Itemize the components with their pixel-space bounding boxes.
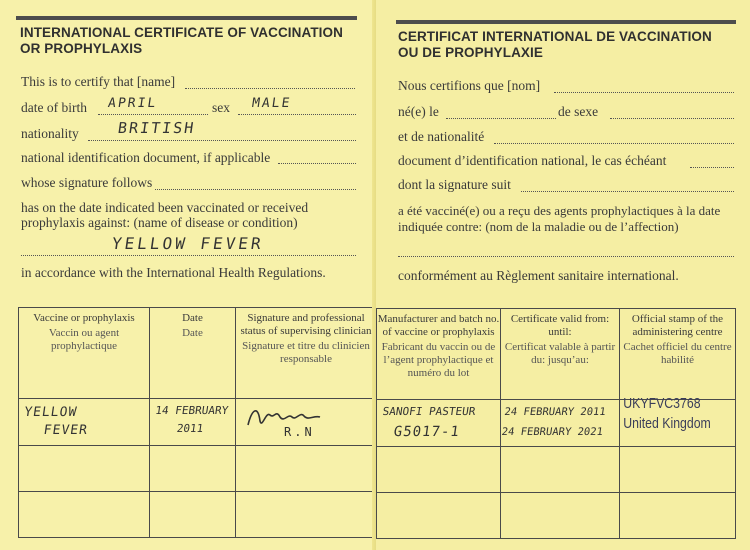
signature-field bbox=[155, 189, 356, 190]
manufacturer-value bbox=[376, 400, 503, 446]
header-manufacturer bbox=[377, 309, 501, 400]
dob-label: né(e) le bbox=[398, 104, 439, 119]
cell-date bbox=[150, 399, 236, 446]
nationality-field bbox=[494, 143, 734, 144]
header-signature bbox=[236, 308, 377, 399]
valid-until-value: 24 FEBRUARY 2021 bbox=[500, 426, 604, 438]
dob-label: date of birth bbox=[21, 100, 87, 115]
nationality-value: BRITISH bbox=[116, 119, 197, 137]
title-line-1: INTERNATIONAL CERTIFICATE OF VACCINATION bbox=[20, 25, 343, 40]
vaccine-value-line-1: YELLOW bbox=[23, 405, 79, 420]
header-stamp bbox=[620, 309, 736, 400]
date-value-line-2: 2011 bbox=[175, 422, 205, 435]
title-rule bbox=[16, 16, 357, 20]
nationality-label: et de nationalité bbox=[398, 129, 485, 144]
signature-label: dont la signature suit bbox=[398, 177, 511, 192]
stamp-code: UKYFVC3768 bbox=[623, 395, 701, 412]
vaccinated-line-1: has on the date indicated been vaccinated or received bbox=[21, 200, 309, 215]
nationality-label: nationality bbox=[21, 126, 79, 141]
signature-field bbox=[521, 191, 734, 192]
header-validity-en: Certificate valid from: until: bbox=[510, 313, 610, 338]
id-document-label: national identification document, if applicable bbox=[21, 150, 271, 165]
id-document-label: document d’identification national, le cas échéant bbox=[398, 153, 667, 168]
empty-cell bbox=[620, 447, 736, 493]
validity-value bbox=[498, 400, 622, 445]
certificate-title-fr bbox=[398, 29, 712, 61]
sex-label: de sexe bbox=[558, 104, 599, 119]
sex-field bbox=[238, 114, 356, 115]
empty-cell bbox=[150, 446, 236, 492]
vaccinated-line-2: prophylaxis against: (name of disease or condition) bbox=[21, 215, 298, 230]
vaccine-value-line-2: FEVER bbox=[42, 423, 89, 438]
header-vaccine-fr: Vaccin ou agent prophylactique bbox=[48, 327, 120, 352]
disease-value: YELLOW FEVER bbox=[110, 234, 265, 253]
right-page-french bbox=[376, 0, 750, 550]
valid-from-value: 24 FEBRUARY 2011 bbox=[503, 406, 607, 418]
empty-cell bbox=[150, 492, 236, 538]
dob-field bbox=[98, 114, 208, 115]
empty-cell bbox=[501, 493, 620, 539]
title-line-1: CERTIFICAT INTERNATIONAL DE VACCINATION bbox=[398, 29, 712, 44]
header-vaccine bbox=[19, 308, 150, 399]
disease-field bbox=[21, 255, 356, 256]
header-manufacturer-fr: Fabricant du vaccin ou de l’agent prophylactique et numéro du lot bbox=[381, 341, 496, 379]
empty-cell bbox=[19, 492, 150, 538]
sex-value: MALE bbox=[250, 96, 293, 111]
title-rule bbox=[396, 20, 736, 24]
empty-cell bbox=[377, 447, 501, 493]
header-vaccine-en: Vaccine or prophylaxis bbox=[33, 312, 135, 324]
signature-label: whose signature follows bbox=[21, 175, 153, 190]
vaccinated-line-1: a été vacciné(e) ou a reçu des agents prophylactiques à la date bbox=[398, 203, 721, 218]
sex-field bbox=[610, 118, 734, 119]
nationality-field bbox=[88, 140, 356, 141]
cell-vaccine bbox=[19, 399, 150, 446]
dob-value: APRIL bbox=[106, 96, 159, 111]
official-stamp bbox=[620, 392, 714, 436]
title-line-2: OU DE PROPHYLAXIE bbox=[398, 45, 543, 60]
title-line-2: OR PROPHYLAXIS bbox=[20, 41, 143, 56]
regulations-text: conformément au Règlement sanitaire international. bbox=[398, 268, 679, 283]
date-value bbox=[147, 399, 238, 441]
id-document-field bbox=[278, 163, 356, 164]
manufacturer-name: SANOFI PASTEUR bbox=[381, 405, 477, 418]
batch-number: G5017-1 bbox=[392, 424, 461, 440]
stamp-country: United Kingdom bbox=[623, 415, 711, 432]
empty-cell bbox=[377, 493, 501, 539]
vaccination-table-left bbox=[18, 307, 376, 538]
header-validity bbox=[501, 309, 620, 400]
certificate-title-en bbox=[20, 25, 343, 57]
date-value-line-1: 14 FEBRUARY bbox=[154, 404, 230, 417]
header-date bbox=[150, 308, 236, 399]
header-stamp-fr: Cachet officiel du centre habilité bbox=[623, 341, 732, 366]
empty-cell bbox=[236, 492, 377, 538]
header-validity-fr: Certificat valable à partir du: jusqu’au: bbox=[504, 341, 616, 366]
dob-field bbox=[446, 118, 556, 119]
regulations-text: in accordance with the International Health Regulations. bbox=[21, 265, 326, 280]
certify-name-label: Nous certifions que [nom] bbox=[398, 78, 541, 93]
certify-name-label: This is to certify that [name] bbox=[21, 74, 176, 89]
header-date-en: Date bbox=[182, 312, 203, 324]
empty-cell bbox=[236, 446, 377, 492]
empty-cell bbox=[19, 446, 150, 492]
header-signature-fr: Signature et titre du clinicien responsable bbox=[242, 340, 370, 365]
header-manufacturer-en: Manufacturer and batch no. of vaccine or prophylaxis bbox=[377, 313, 500, 338]
header-date-fr: Date bbox=[182, 327, 203, 339]
vaccine-value bbox=[16, 399, 152, 443]
disease-field bbox=[398, 256, 734, 257]
empty-cell bbox=[501, 447, 620, 493]
name-field bbox=[554, 92, 734, 93]
sex-label: sex bbox=[212, 100, 230, 115]
cell-signature bbox=[236, 399, 377, 446]
id-document-field bbox=[690, 167, 734, 168]
clinician-status: R.N bbox=[284, 425, 315, 439]
vaccinated-line-2: indiquée contre: (nom de la maladie ou de l’affection) bbox=[398, 219, 679, 234]
cell-validity bbox=[501, 400, 620, 447]
empty-cell bbox=[620, 493, 736, 539]
name-field bbox=[185, 88, 355, 89]
header-signature-en: Signature and professional status of supervising clinician bbox=[240, 312, 372, 337]
cell-manufacturer bbox=[377, 400, 501, 447]
header-stamp-en: Official stamp of the administering centre bbox=[631, 313, 724, 338]
vaccination-table-right bbox=[376, 308, 736, 539]
cell-stamp bbox=[620, 395, 736, 447]
